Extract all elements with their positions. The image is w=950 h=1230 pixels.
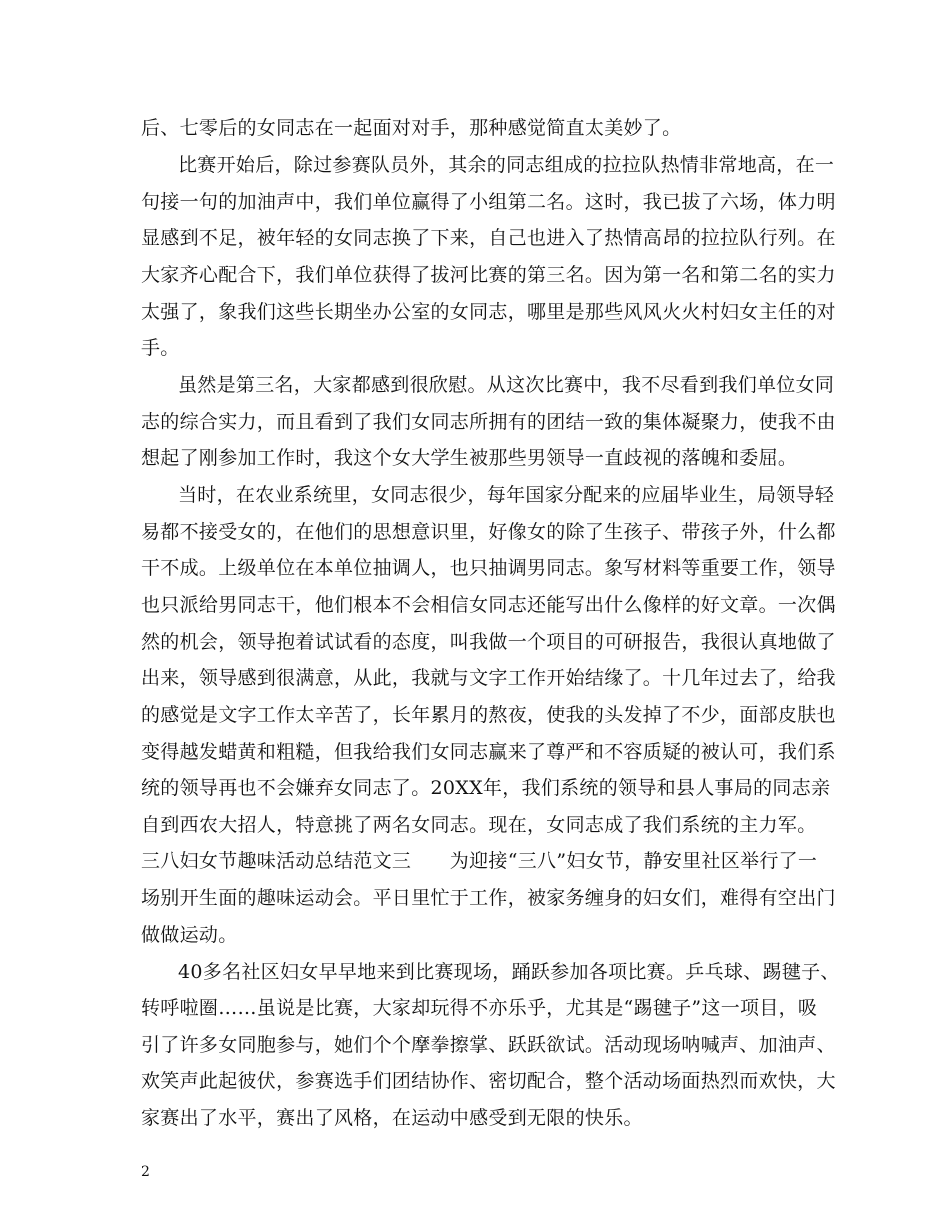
page-number: 2 [141,1164,150,1180]
text-line: 变得越发蜡黄和粗糙，但我给我们女同志赢来了尊严和不容质疑的被认可，我们系 [141,741,836,763]
text-line: 统的领导再也不会嫌弃女同志了。20XX年，我们系统的领导和县人事局的同志亲 [141,777,831,799]
text-line: 欢笑声此起彼伏，参赛选手们团结协作、密切配合，整个活动场面热烈而欢快，大 [141,1070,836,1092]
text-line: 出来，领导感到很满意，从此，我就与文字工作开始结缘了。十几年过去了，给我 [141,667,836,689]
text-line: 也只派给男同志干，他们根本不会相信女同志还能写出什么像样的好文章。一次偶 [141,594,836,616]
text-line: 然的机会，领导抱着试试看的态度，叫我做一个项目的可研报告，我很认真地做了 [141,631,836,653]
text-line: 的感觉是文字工作太辛苦了，长年累月的熬夜，使我的头发掉了不少，面部皮肤也 [141,704,836,726]
text-line: 干不成。上级单位在本单位抽调人，也只抽调男同志。象写材料等重要工作，领导 [141,557,836,579]
text-line: 后、七零后的女同志在一起面对对手，那种感觉简直太美妙了。 [141,117,682,139]
text-line: 手。 [141,337,180,359]
text-line: 显感到不足，被年轻的女同志换了下来，自己也进入了热情高昂的拉拉队行列。在 [141,227,836,249]
text-line: 想起了刚参加工作时，我这个女大学生被那些男领导一直歧视的落魄和委屈。 [141,447,798,469]
text-line: 易都不接受女的，在他们的思想意识里，好像女的除了生孩子、带孩子外，什么都 [141,521,836,543]
text-line: 大家齐心配合下，我们单位获得了拔河比赛的第三名。因为第一名和第二名的实力 [141,264,836,286]
text-line: 句接一句的加油声中，我们单位赢得了小组第二名。这时，我已拔了六场，体力明 [141,191,836,213]
text-line: 比赛开始后，除过参赛队员外，其余的同志组成的拉拉队热情非常地高，在一 [178,154,835,176]
text-line: 转呼啦圈……虽说是比赛，大家却玩得不亦乐乎，尤其是“踢毽子”这一项目，吸 [141,997,818,1019]
text-line: 当时，在农业系统里，女同志很少，每年国家分配来的应届毕业生，局领导轻 [178,484,835,506]
text-line: 自到西农大招人，特意挑了两名女同志。现在，女同志成了我们系统的主力军。 [141,814,817,836]
text-line: 志的综合实力，而且看到了我们女同志所拥有的团结一致的集体凝聚力，使我不由 [141,411,836,433]
section-heading-line: 三八妇女节趣味活动总结范文三 为迎接“三八”妇女节，静安里社区举行了一 [141,850,818,872]
text-line: 做做运动。 [141,924,238,946]
text-line: 太强了，象我们这些长期坐办公室的女同志，哪里是那些风风火火村妇女主任的对 [141,301,836,323]
text-line: 40多名社区妇女早早地来到比赛现场，踊跃参加各项比赛。乒乓球、踢毽子、 [178,961,840,983]
text-line: 引了许多女同胞参与，她们个个摩拳擦掌、跃跃欲试。活动现场呐喊声、加油声、 [141,1034,836,1056]
text-line: 场别开生面的趣味运动会。平日里忙于工作，被家务缠身的妇女们，难得有空出门 [141,887,836,909]
text-line: 虽然是第三名，大家都感到很欣慰。从这次比赛中，我不尽看到我们单位女同 [178,374,835,396]
text-line: 家赛出了水平，赛出了风格，在运动中感受到无限的快乐。 [141,1107,643,1129]
